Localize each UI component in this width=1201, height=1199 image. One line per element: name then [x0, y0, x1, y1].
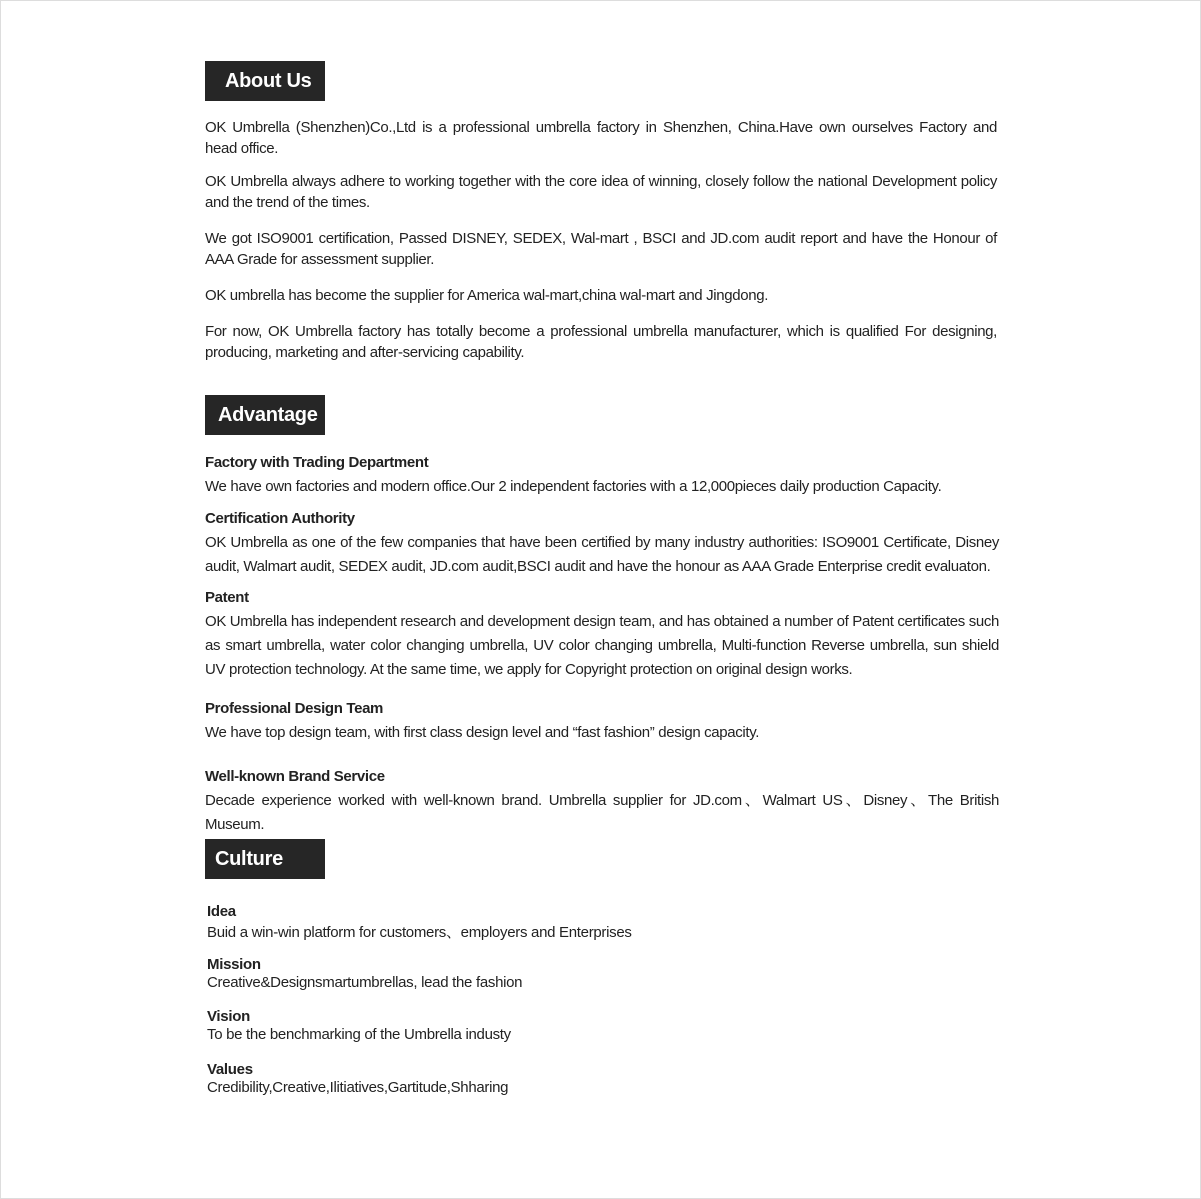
culture-item-heading: Vision — [207, 1008, 250, 1025]
advantage-item-heading: Certification Authority — [205, 510, 355, 527]
culture-item-text: Creative&Designsmartumbrellas, lead the fashion — [207, 974, 523, 991]
culture-item — [207, 1008, 511, 1044]
culture-item — [207, 1061, 508, 1097]
advantage-item-heading: Well-known Brand Service — [205, 768, 385, 785]
about-paragraph: For now, OK Umbrella factory has totally become a professional umbrella manufacturer, which is qualified For designing, producing, marketing and after-servicing capability. — [205, 323, 997, 361]
advantage-item-heading: Factory with Trading Department — [205, 454, 429, 471]
advantage-item-text: We have own factories and modern office.Our 2 independent factories with a 12,000pieces daily production Capacity. — [205, 478, 942, 495]
advantage-item-text: We have top design team, with first class design level and “fast fashion” design capacity. — [205, 724, 760, 741]
about-paragraph: OK umbrella has become the supplier for America wal-mart,china wal-mart and Jingdong. — [205, 287, 769, 304]
about-us-heading: About Us — [205, 61, 325, 101]
culture-item-heading: Values — [207, 1061, 253, 1078]
advantage-item-heading: Patent — [205, 589, 249, 606]
advantage-heading: Advantage — [205, 395, 325, 435]
culture-item — [207, 903, 632, 942]
about-paragraph: OK Umbrella always adhere to working together with the core idea of winning, closely follow the national Development policy and the trend of the times. — [205, 173, 997, 211]
culture-heading: Culture — [205, 839, 325, 879]
about-paragraph: OK Umbrella (Shenzhen)Co.,Ltd is a professional umbrella factory in Shenzhen, China.Have own ourselves Factory and head office. — [205, 119, 997, 157]
culture-item-text: Buid a win-win platform for customers、employers and Enterprises — [207, 924, 632, 941]
culture-item-heading: Mission — [207, 956, 261, 973]
advantage-item-text: OK Umbrella as one of the few companies that have been certified by many industry authorities: ISO9001 Certificate, Disney audit, Walmart audit, SEDEX audit, JD.com audit,BSCI audit and have the honour as AAA Grade Enterprise credit evaluaton. — [205, 534, 999, 575]
advantage-item-text: OK Umbrella has independent research and development design team, and has obtained a number of Patent certificates such as smart umbrella, water color changing umbrella, UV color changing umbrella, Multi-function Reverse umbrella, sun shield UV protection technology. At the same time, we apply for Copyright protection on original design works. — [205, 613, 999, 678]
about-paragraph: We got ISO9001 certification, Passed DISNEY, SEDEX, Wal-mart , BSCI and JD.com audit report and have the Honour of AAA Grade for assessment supplier. — [205, 230, 997, 268]
culture-item-text: To be the benchmarking of the Umbrella industy — [207, 1026, 511, 1043]
advantage-item-heading: Professional Design Team — [205, 700, 384, 717]
culture-item-heading: Idea — [207, 903, 236, 920]
culture-item — [207, 956, 522, 992]
culture-item-text: Credibility,Creative,Ilitiatives,Gartitude,Shharing — [207, 1079, 509, 1096]
advantage-item-text: Decade experience worked with well-known brand. Umbrella supplier for JD.com、Walmart US、Disney、The British Museum. — [205, 792, 999, 833]
